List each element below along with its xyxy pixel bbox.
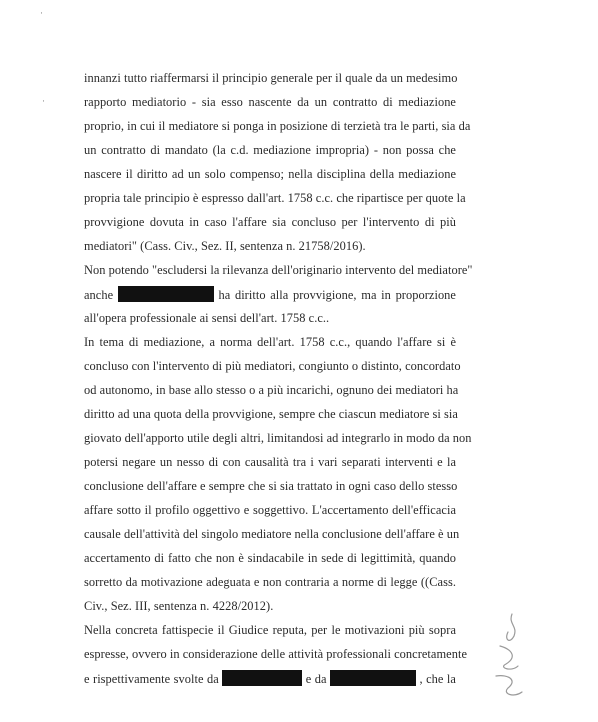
text-line: potersi negare un nesso di con causalità tra i vari separati interventi e la [84,455,456,469]
text-fragment: , che la [419,672,456,686]
text-line: un contratto di mandato (la c.d. mediazione impropria) - non possa che [84,143,456,157]
text-line: propria tale principio è espresso dall'art. 1758 c.c. che ripartisce per quote la [84,191,466,205]
text-line: diritto ad una quota della provvigione, sempre che ciascun mediatore si sia [84,407,458,421]
text-line-with-redaction [84,286,456,303]
text-line: Nella concreta fattispecie il Giudice reputa, per le motivazioni più sopra [84,623,456,637]
text-line: causale dell'attività del singolo mediatore nella conclusione dell'affare è un [84,527,460,541]
margin-mark: · [42,96,45,106]
handwritten-signature [478,606,538,706]
text-line: Non potendo "escludersi la rilevanza dell'originario intervento del mediatore" [84,263,473,277]
text-fragment: e da [305,672,327,686]
text-line: nascere il diritto ad un solo compenso; nella disciplina della mediazione [84,167,456,181]
redaction-box [330,670,416,686]
redaction-box [118,286,214,302]
text-fragment: e rispettivamente svolte da [84,672,219,686]
text-line: mediatori" (Cass. Civ., Sez. II, sentenza n. 21758/2016). [84,239,366,253]
text-line: espresse, ovvero in considerazione delle attività professionali concretamente [84,647,467,661]
text-fragment: ha diritto alla provvigione, ma in proporzione [218,288,456,302]
text-line: accertamento di fatto che non è sindacabile in sede di legittimità, quando [84,551,456,565]
text-line: conclusione dell'affare e sempre che si sia trattato in ogni caso dello stesso [84,479,458,493]
text-line-with-redaction [84,670,456,687]
text-fragment: anche [84,288,114,302]
text-line: all'opera professionale ai sensi dell'art. 1758 c.c.. [84,311,330,325]
text-line: proprio, in cui il mediatore si ponga in posizione di terzietà tra le parti, sia da [84,119,471,133]
text-line: sorretto da motivazione adeguata e non contraria a norme di legge ((Cass. [84,575,456,589]
text-line: giovato dell'apporto utile degli altri, limitandosi ad integrarlo in modo da non [84,431,472,445]
text-line: Civ., Sez. III, sentenza n. 4228/2012). [84,599,274,613]
text-line: od autonomo, in base allo stesso o a più incarichi, ognuno dei mediatori ha [84,383,459,397]
text-line: affare sotto il profilo oggettivo e soggettivo. L'accertamento dell'efficacia [84,503,456,517]
redaction-box [222,670,302,686]
text-line: innanzi tutto riaffermarsi il principio generale per il quale da un medesimo [84,71,458,85]
text-line: provvigione dovuta in caso l'affare sia concluso per l'intervento di più [84,215,456,229]
margin-mark: · [40,8,43,18]
text-line: rapporto mediatorio - sia esso nascente da un contratto di mediazione [84,95,456,109]
text-line: In tema di mediazione, a norma dell'art. 1758 c.c., quando l'affare si è [84,335,456,349]
text-line: concluso con l'intervento di più mediatori, congiunto o distinto, concordato [84,359,461,373]
